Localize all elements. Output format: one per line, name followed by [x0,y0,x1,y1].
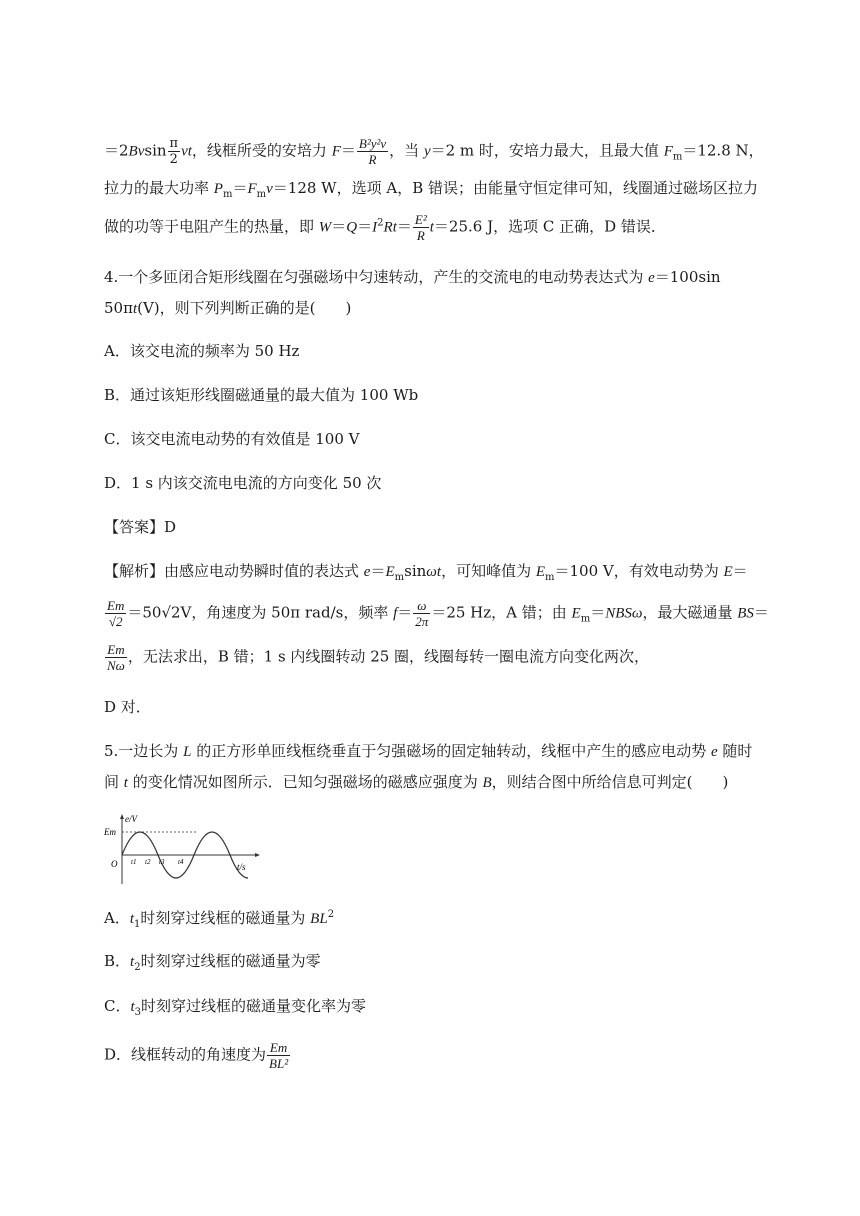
explanation-line-3: 做的功等于电阻产生的热量，即 $W=Q=I^2Rt=$ $\frac{\text{E²}}{R}$ t＝25.6 J，选项 C 正确，D 错误． [104,212,666,243]
q4-stem-line-1: 4.一个多匝闭合矩形线圈在匀强磁场中匀速转动，产生的交流电的电动势表达式为 e＝100sin [104,268,721,286]
fraction: $\frac{\omega}{2\pi}$ [415,598,429,629]
t1-label: t1 [131,858,137,866]
fraction: $\frac{Em}{N\omega}$ [107,642,125,673]
x-axis-arrow [255,853,260,857]
y-axis-arrow [120,814,124,819]
t2-label: t2 [145,858,151,866]
q4-explanation-line-4: D 对． [104,698,151,716]
origin-label: O [111,859,118,869]
q5-option-c: C．$t_3$时刻穿过线框的磁通量变化率为零 [104,997,367,1018]
fraction: $\frac{\text{E²}}{R}$ [414,212,427,243]
q5-stem-line-2: 间 t 的变化情况如图所示．已知匀强磁场的磁感应强度为 B，则结合图中所给信息可判定( ) [104,773,729,791]
q5-option-b: B．$t_2$时刻穿过线框的磁通量为零 [104,952,321,973]
fraction: $\frac{Em}{√2}$ [107,598,125,629]
explanation-line-2: 拉力的最大功率 $P_m=F_mv=128$ W，选项 A，B 错误；由能量守恒定律可知，线圈通过磁场区拉力 [104,179,758,200]
t3-label: t3 [159,858,165,866]
fraction: $\frac{Em}{\text{BL²}}$ [269,1040,289,1071]
q5-option-d: D．线框转动的角速度为 $\frac{Em}{\text{BL²}}$ [104,1040,289,1071]
graph-svg [102,812,262,887]
q4-option-b: B．通过该矩形线圈磁通量的最大值为 100 Wb [104,386,419,404]
em-label: Em [104,827,116,837]
q4-explanation-line-3: $\frac{Em}{N\omega}$ ，无法求出，B 错；1 s 内线圈转动 25 圈，线圈每转一圈电流方向变化两次， [107,642,650,673]
q4-explanation-line-2: $\frac{Em}{√2}$ ＝50√2V，角速度为 50π rad/s，频率 f＝ $\frac{\omega}{2\pi}$ ＝25 Hz，A 错；由 $E_m=NBS\omega$，最大磁通量 BS＝ [107,598,769,629]
emf-time-graph [102,812,262,891]
q5-stem-line-1: 5.一边长为 L 的正方形单匝线框绕垂直于匀强磁场的固定轴转动，线框中产生的感应电动势 e 随时 [104,742,753,760]
t4-label: t4 [178,858,184,866]
q4-explanation-line-1: 【解析】由感应电动势瞬时值的表达式 $e=E_m\sin\omega t$，可知峰值为 $E_m=100$ V，有效电动势为 E＝ [104,562,748,583]
x-axis-label: t/s [237,862,246,872]
fraction: $\frac{\pi}{2}$ [169,136,179,167]
q4-option-d: D．1 s 内该交流电电流的方向变化 50 次 [104,474,382,492]
explanation-line-1: ＝2Bvsin $\frac{\pi}{2}$ vt，线框所受的安培力 F＝ $\frac{\text{B²y²v}}{R}$ ，当 y＝2 m 时，安培力最大，且最大值 $F_m=12.8$ N， [104,136,764,167]
q4-option-a: A．该交电流的频率为 50 Hz [104,342,300,360]
q5-option-a: A．$t_1$时刻穿过线框的磁通量为 $BL^2$ [104,909,335,930]
q4-answer: 【答案】D [104,518,177,536]
fraction: $\frac{\text{B²y²v}}{R}$ [358,136,387,167]
y-axis-label: e/V [125,814,137,824]
q4-option-c: C．该交电流电动势的有效值是 100 V [104,430,360,448]
q4-stem-line-2: 50πt(V)，则下列判断正确的是( ) [104,299,352,317]
